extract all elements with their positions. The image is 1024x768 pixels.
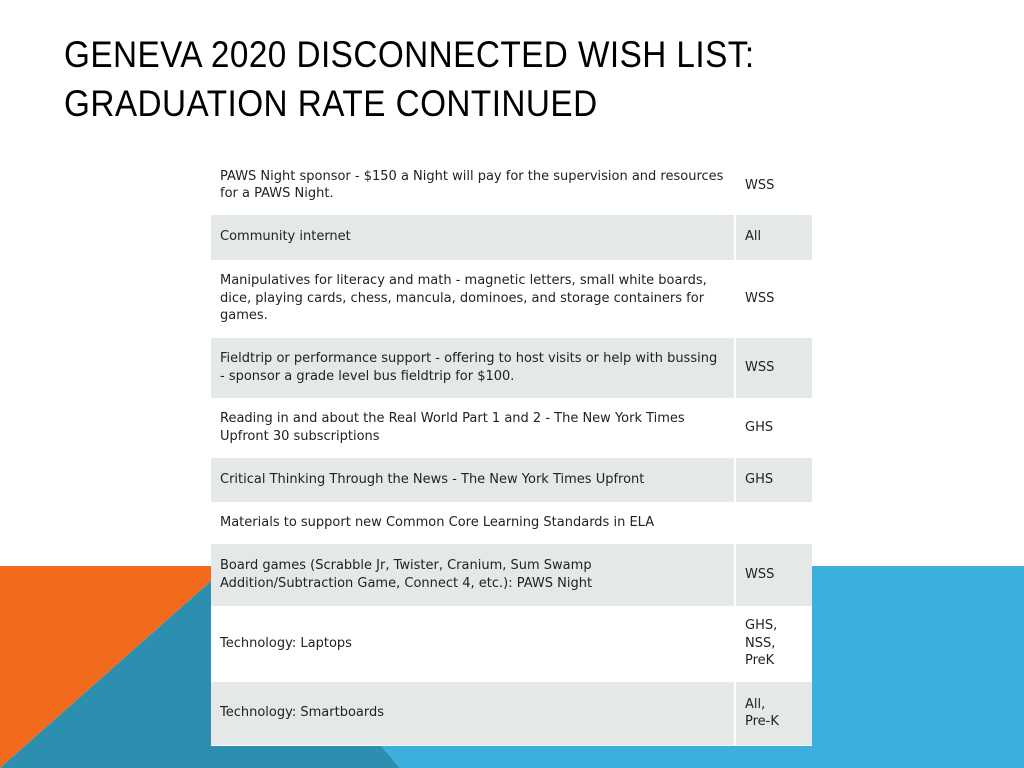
slide-title: [64, 30, 874, 128]
table-row: [211, 606, 812, 681]
table-row: [211, 214, 812, 260]
table-cell-item: Technology: Laptops: [211, 606, 735, 681]
table-cell-school: All, Pre-K: [735, 681, 812, 745]
slide-title-line-2: GRADUATION RATE CONTINUED: [64, 83, 598, 124]
table-cell-item: Critical Thinking Through the News - The New York Times Upfront: [211, 457, 735, 502]
table-cell-school: GHS: [735, 398, 812, 457]
table-row: [211, 457, 812, 502]
table-row: [211, 157, 812, 214]
table-row: [211, 543, 812, 606]
table-cell-school: GHS: [735, 457, 812, 502]
table-cell-item: Community internet: [211, 214, 735, 260]
table-cell-item: Reading in and about the Real World Part 1 and 2 - The New York Times Upfront 30 subscriptions: [211, 398, 735, 457]
wish-list-table: [211, 157, 812, 746]
table-row: [211, 337, 812, 398]
table-cell-school: All: [735, 214, 812, 260]
table-cell-school: GHS, NSS, PreK: [735, 606, 812, 681]
table-cell-item: Materials to support new Common Core Learning Standards in ELA: [211, 502, 735, 543]
table-cell-item: Technology: Smartboards: [211, 681, 735, 745]
table-cell-item: Fieldtrip or performance support - offering to host visits or help with bussing - sponsor a grade level bus fieldtrip for $100.: [211, 337, 735, 398]
table-cell-school: WSS: [735, 260, 812, 337]
table-row: [211, 502, 812, 543]
table-cell-school: WSS: [735, 337, 812, 398]
table-cell-item: Manipulatives for literacy and math - magnetic letters, small white boards, dice, playing cards, chess, mancula, dominoes, and storage containers for games.: [211, 260, 735, 337]
table-cell-item: PAWS Night sponsor - $150 a Night will pay for the supervision and resources for a PAWS Night.: [211, 157, 735, 214]
table-cell-school: WSS: [735, 157, 812, 214]
table-cell-item: Board games (Scrabble Jr, Twister, Cranium, Sum Swamp Addition/Subtraction Game, Connect 4, etc.): PAWS Night: [211, 543, 735, 606]
table-cell-school: [735, 502, 812, 543]
table-row: [211, 681, 812, 745]
table-cell-school: WSS: [735, 543, 812, 606]
slide-title-line-1: GENEVA 2020 DISCONNECTED WISH LIST:: [64, 34, 755, 75]
table-row: [211, 260, 812, 337]
table-row: [211, 398, 812, 457]
